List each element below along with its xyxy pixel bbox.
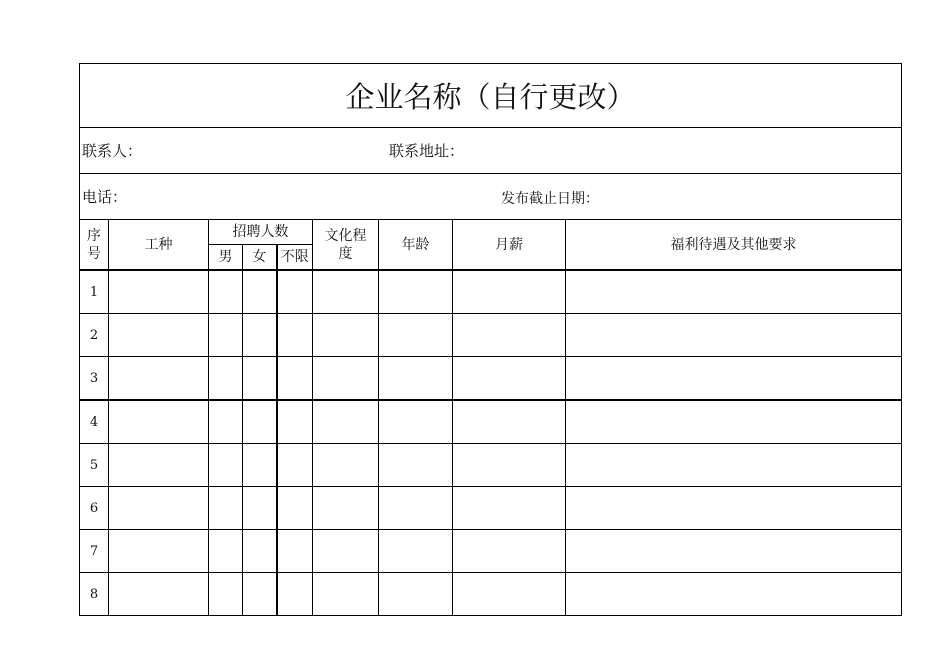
cell-age[interactable]	[379, 444, 453, 487]
cell-salary[interactable]	[453, 400, 566, 444]
cell-education[interactable]	[313, 314, 379, 357]
cell-unlimited[interactable]	[277, 487, 313, 530]
header-age: 年龄	[379, 220, 453, 271]
cell-female[interactable]	[243, 400, 277, 444]
header-education	[313, 220, 379, 271]
recruitment-table	[79, 63, 902, 616]
deadline-label: 发布截止日期：	[501, 191, 599, 207]
cell-serial: 1	[80, 270, 109, 314]
cell-job-type[interactable]	[109, 314, 209, 357]
cell-unlimited[interactable]	[277, 314, 313, 357]
cell-female[interactable]	[243, 444, 277, 487]
header-female: 女	[243, 245, 277, 271]
contact-person-label: 联系人：	[82, 142, 143, 160]
company-title: 企业名称（自行更改）	[80, 64, 902, 128]
contact-person-cell[interactable]	[80, 128, 465, 174]
cell-serial: 4	[80, 400, 109, 444]
cell-serial: 2	[80, 314, 109, 357]
cell-education[interactable]	[313, 400, 379, 444]
cell-job-type[interactable]	[109, 270, 209, 314]
table-row	[80, 400, 902, 444]
cell-salary[interactable]	[453, 487, 566, 530]
cell-serial: 7	[80, 530, 109, 573]
cell-education[interactable]	[313, 444, 379, 487]
contact-address-label: 联系地址：	[389, 142, 465, 160]
table-row	[80, 444, 902, 487]
cell-age[interactable]	[379, 573, 453, 616]
recruitment-form	[79, 63, 901, 616]
cell-benefits[interactable]	[566, 314, 902, 357]
cell-serial: 6	[80, 487, 109, 530]
cell-serial: 5	[80, 444, 109, 487]
cell-female[interactable]	[243, 314, 277, 357]
cell-male[interactable]	[209, 487, 243, 530]
cell-benefits[interactable]	[566, 444, 902, 487]
table-body	[80, 270, 902, 616]
header-job-type: 工种	[109, 220, 209, 271]
cell-education[interactable]	[313, 530, 379, 573]
header-recruit-count: 招聘人数	[209, 220, 313, 245]
cell-education[interactable]	[313, 487, 379, 530]
cell-job-type[interactable]	[109, 530, 209, 573]
cell-age[interactable]	[379, 270, 453, 314]
cell-unlimited[interactable]	[277, 270, 313, 314]
cell-male[interactable]	[209, 400, 243, 444]
cell-male[interactable]	[209, 530, 243, 573]
cell-job-type[interactable]	[109, 487, 209, 530]
cell-education[interactable]	[313, 573, 379, 616]
cell-benefits[interactable]	[566, 357, 902, 401]
cell-salary[interactable]	[453, 530, 566, 573]
cell-age[interactable]	[379, 357, 453, 401]
cell-benefits[interactable]	[566, 487, 902, 530]
cell-benefits[interactable]	[566, 270, 902, 314]
header-male: 男	[209, 245, 243, 271]
header-salary: 月薪	[453, 220, 566, 271]
cell-benefits[interactable]	[566, 530, 902, 573]
cell-benefits[interactable]	[566, 400, 902, 444]
phone-row[interactable]	[80, 174, 902, 220]
header-unlimited: 不限	[277, 245, 313, 271]
table-row	[80, 530, 902, 573]
cell-serial: 8	[80, 573, 109, 616]
cell-unlimited[interactable]	[277, 573, 313, 616]
cell-salary[interactable]	[453, 314, 566, 357]
cell-salary[interactable]	[453, 573, 566, 616]
cell-age[interactable]	[379, 314, 453, 357]
cell-age[interactable]	[379, 530, 453, 573]
cell-serial: 3	[80, 357, 109, 401]
cell-female[interactable]	[243, 487, 277, 530]
cell-job-type[interactable]	[109, 573, 209, 616]
table-row	[80, 357, 902, 401]
phone-label: 电话：	[82, 188, 128, 206]
cell-female[interactable]	[243, 573, 277, 616]
cell-job-type[interactable]	[109, 444, 209, 487]
cell-female[interactable]	[243, 357, 277, 401]
cell-male[interactable]	[209, 444, 243, 487]
cell-age[interactable]	[379, 487, 453, 530]
cell-female[interactable]	[243, 530, 277, 573]
cell-male[interactable]	[209, 573, 243, 616]
cell-male[interactable]	[209, 314, 243, 357]
cell-salary[interactable]	[453, 444, 566, 487]
cell-male[interactable]	[209, 270, 243, 314]
cell-salary[interactable]	[453, 270, 566, 314]
cell-job-type[interactable]	[109, 357, 209, 401]
cell-age[interactable]	[379, 400, 453, 444]
cell-female[interactable]	[243, 270, 277, 314]
cell-salary[interactable]	[453, 357, 566, 401]
header-serial-text: 序 号	[87, 227, 101, 262]
cell-education[interactable]	[313, 357, 379, 401]
table-row	[80, 270, 902, 314]
cell-education[interactable]	[313, 270, 379, 314]
contact-address-cell[interactable]	[453, 128, 902, 174]
header-education-text: 文化程 度	[324, 227, 367, 262]
cell-job-type[interactable]	[109, 400, 209, 444]
table-row	[80, 487, 902, 530]
cell-unlimited[interactable]	[277, 400, 313, 444]
header-benefits: 福利待遇及其他要求	[566, 220, 902, 271]
header-serial	[80, 220, 109, 271]
cell-male[interactable]	[209, 357, 243, 401]
cell-unlimited[interactable]	[277, 357, 313, 401]
cell-unlimited[interactable]	[277, 444, 313, 487]
cell-benefits[interactable]	[566, 573, 902, 616]
table-row	[80, 314, 902, 357]
cell-unlimited[interactable]	[277, 530, 313, 573]
table-row	[80, 573, 902, 616]
